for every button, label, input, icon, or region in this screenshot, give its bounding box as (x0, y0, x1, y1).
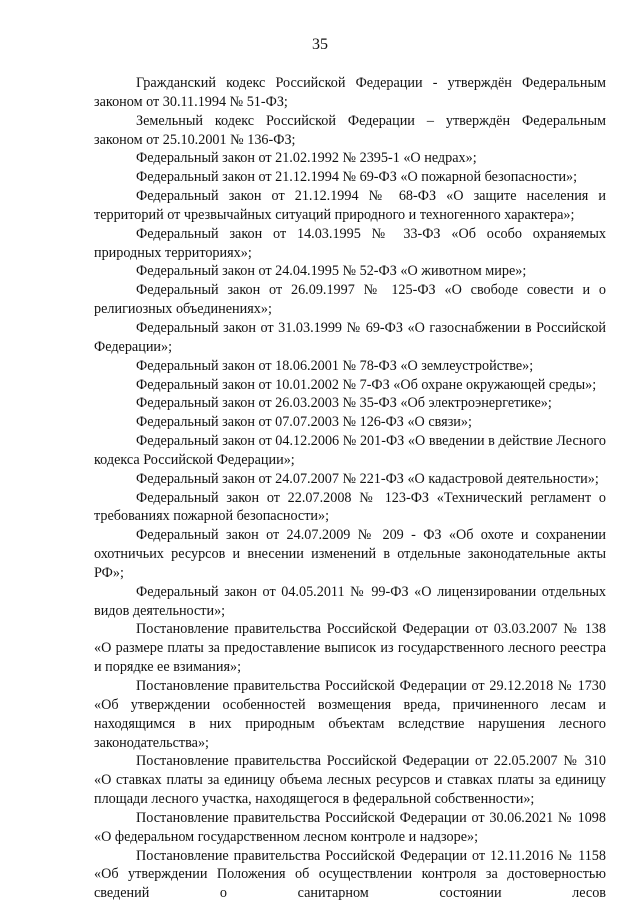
page-number: 35 (312, 36, 328, 53)
law-item: Федеральный закон от 21.12.1994 № 69-ФЗ «О пожарной безопасности»; (136, 169, 578, 186)
law-item: Федеральный закон от 21.12.1994 № 68-ФЗ «О защите населения и территорий от чрезвычайных ситуаций природного и техногенного характера»; (94, 188, 606, 223)
law-item: Гражданский кодекс Российской Федерации - утверждён Федеральным законом от 30.11.1994 № 51-ФЗ; (94, 75, 606, 110)
law-item: Федеральный закон от 04.12.2006 № 201-ФЗ «О введении в действие Лесного кодекса Российской Федерации»; (94, 433, 606, 468)
law-item: Федеральный закон от 18.06.2001 № 78-ФЗ «О землеустройстве»; (136, 357, 534, 374)
law-item: Федеральный закон от 26.09.1997 № 125-ФЗ «О свободе совести и о религиозных объединениях»; (94, 282, 606, 318)
law-item: Федеральный закон от 04.05.2011 № 99-ФЗ «О лицензировании отдельных видов деятельности»; (94, 583, 606, 619)
law-item: Федеральный закон от 31.03.1999 № 69-ФЗ «О газоснабжении в Российской Федерации»; (94, 319, 606, 355)
law-item: Федеральный закон от 24.04.1995 № 52-ФЗ «О животном мире»; (136, 263, 527, 280)
law-item: Федеральный закон от 24.07.2007 № 221-ФЗ «О кадастровой деятельности»; (136, 470, 599, 487)
law-item: Постановление правительства Российской Федерации от 03.03.2007 № 138 «О размере платы за предоставление выписок из государственного лесного реестра и порядке ее взимания»; (94, 621, 606, 676)
law-item: Федеральный закон от 14.03.1995 № 33-ФЗ «Об особо охраняемых природных территориях»; (94, 225, 606, 261)
law-item: Постановление правительства Российской Федерации от 29.12.2018 № 1730 «Об утверждении особенностей возмещения вреда, причиненного лесам и находящимся в них природным объектам вследствие нарушения лесного законодательства»; (94, 678, 606, 751)
law-item: Федеральный закон от 10.01.2002 № 7-ФЗ «Об охране окружающей среды»; (136, 376, 597, 393)
law-item: Постановление правительства Российской Федерации от 12.11.2016 № 1158 «Об утверждении Положения об осуществлении контроля за достоверностью сведений о санитарном состоянии лесов (94, 847, 606, 902)
law-item: Земельный кодекс Российской Федерации – утверждён Федеральным законом от 25.10.2001 № 136-ФЗ; (94, 112, 606, 148)
law-item: Постановление правительства Российской Федерации от 30.06.2021 № 1098 «О федеральном государственном лесном контроле и надзоре»; (94, 809, 606, 845)
law-item: Федеральный закон от 07.07.2003 № 126-ФЗ «О связи»; (136, 414, 472, 431)
law-item: Постановление правительства Российской Федерации от 22.05.2007 № 310 «О ставках платы за единицу объема лесных ресурсов и ставках платы за единицу площади лесного участка, находящегося в федеральной собственности»; (94, 753, 606, 808)
law-item: Федеральный закон от 21.02.1992 № 2395-1 «О недрах»; (136, 150, 477, 167)
law-item: Федеральный закон от 22.07.2008 № 123-ФЗ «Технический регламент о требованиях пожарной безопасности»; (94, 489, 606, 525)
document-body (94, 74, 606, 903)
law-item: Федеральный закон от 24.07.2009 № 209 - ФЗ «Об охоте и сохранении охотничьих ресурсов и внесении изменений в отдельные законодательные акты РФ»; (94, 527, 606, 581)
law-item: Федеральный закон от 26.03.2003 № 35-ФЗ «Об электроэнергетике»; (136, 395, 552, 412)
